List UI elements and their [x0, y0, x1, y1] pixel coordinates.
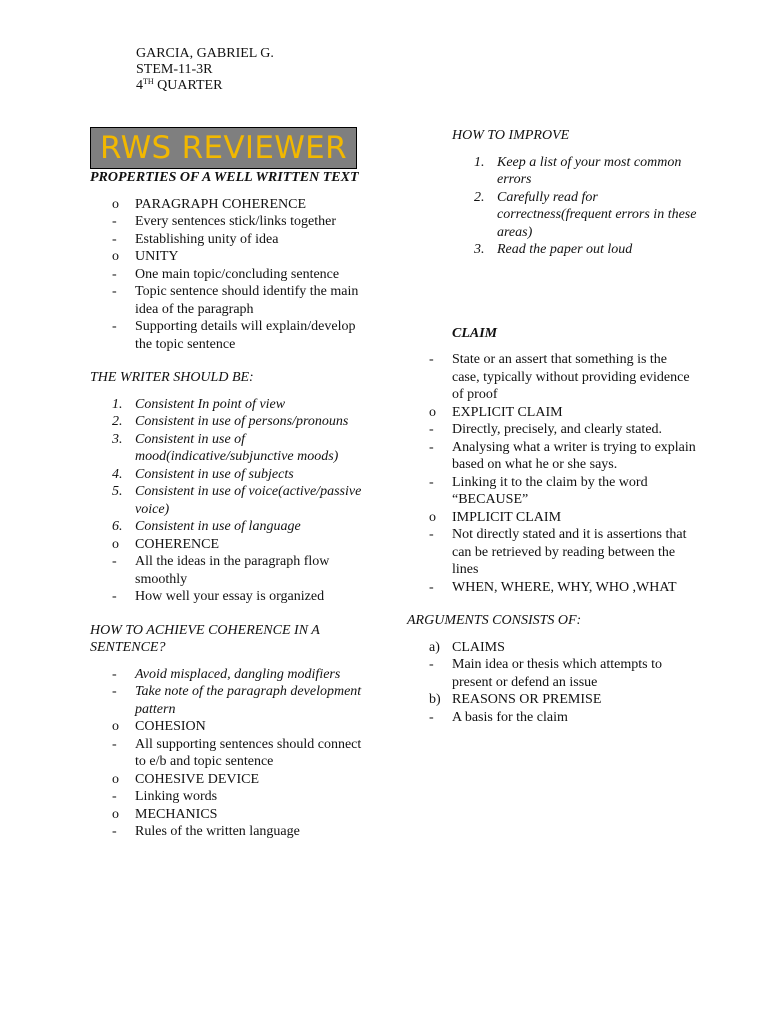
list-item-text: PARAGRAPH COHERENCE — [135, 196, 307, 212]
list-item — [407, 474, 697, 509]
list-marker: - — [429, 422, 434, 437]
list-item-text: Consistent in use of persons/pronouns — [135, 414, 349, 429]
list-item-text: Linking words — [135, 789, 218, 804]
list-item-text: EXPLICIT CLAIM — [452, 404, 563, 420]
list-item — [407, 509, 697, 527]
list-marker: a) — [429, 639, 440, 655]
list-marker: o — [112, 719, 119, 734]
coherence-list — [90, 536, 370, 606]
list-item — [90, 666, 370, 684]
list-item-text: Linking it to the claim by the word “BECAUSE” — [452, 474, 648, 507]
list-item — [407, 579, 697, 597]
list-item — [90, 736, 370, 771]
list-item — [90, 213, 370, 231]
document-title: RWS REVIEWER — [90, 127, 357, 169]
list-item — [90, 588, 370, 606]
list-marker: o — [112, 196, 119, 212]
student-section: STEM-11-3R — [136, 62, 213, 77]
list-marker: - — [112, 319, 117, 334]
list-item — [407, 526, 697, 579]
list-marker: - — [429, 439, 434, 455]
list-marker: b) — [429, 692, 441, 707]
list-item-text: Read the paper out loud — [497, 242, 633, 257]
right-column — [407, 127, 697, 726]
list-item-text: A basis for the claim — [452, 709, 568, 725]
left-column — [90, 127, 370, 841]
list-item-text: Analysing what a writer is trying to explain based on what he or she says. — [452, 439, 696, 472]
list-marker: - — [429, 709, 434, 725]
quarter-word: QUARTER — [157, 78, 223, 93]
list-item — [407, 351, 697, 404]
list-marker: 3. — [474, 242, 485, 257]
list-item — [407, 404, 697, 422]
list-item — [90, 431, 370, 466]
list-item — [90, 266, 370, 284]
list-item — [90, 283, 370, 318]
list-item-text: Establishing unity of idea — [135, 231, 279, 247]
list-marker: o — [112, 806, 119, 822]
list-item-text: How well your essay is organized — [135, 589, 325, 604]
list-marker: - — [429, 579, 434, 595]
list-marker: - — [112, 214, 117, 229]
list-item-text: One main topic/concluding sentence — [135, 266, 340, 282]
quarter-label — [136, 78, 274, 94]
list-marker: o — [112, 536, 119, 552]
list-item-text: COHESION — [135, 719, 206, 734]
list-item — [407, 189, 697, 242]
list-item — [407, 639, 697, 657]
list-item-text: Directly, precisely, and clearly stated. — [452, 422, 663, 437]
list-marker: - — [112, 284, 117, 299]
list-item-text: Every sentences stick/links together — [135, 214, 336, 229]
list-item — [90, 413, 370, 431]
list-marker: o — [429, 509, 436, 525]
list-item — [90, 248, 370, 266]
list-marker: 3. — [112, 431, 123, 447]
list-item-text: Not directly stated and it is assertions that can be retrieved by reading between the lines — [452, 527, 687, 577]
list-item-text: Supporting details will explain/develop the topic sentence — [135, 319, 356, 352]
list-marker: - — [112, 789, 117, 804]
list-item — [90, 231, 370, 249]
list-item — [90, 536, 370, 554]
cohesion-list — [90, 718, 370, 841]
quarter-number: 4 — [136, 78, 143, 93]
list-marker: 1. — [112, 396, 123, 412]
claim-list — [407, 351, 697, 596]
list-item — [90, 553, 370, 588]
list-item — [90, 806, 370, 824]
list-marker: - — [429, 657, 434, 672]
document-header — [136, 46, 274, 94]
list-item-text: CLAIMS — [452, 639, 505, 655]
list-item — [90, 788, 370, 806]
list-item-text: Topic sentence should identify the main idea of the paragraph — [135, 284, 359, 317]
list-item-text: All supporting sentences should connect to e/b and topic sentence — [135, 736, 362, 769]
list-marker: - — [112, 266, 117, 282]
list-marker: - — [112, 736, 117, 752]
list-item-text: Consistent in use of voice(active/passive voice) — [135, 484, 362, 517]
list-item — [90, 823, 370, 841]
list-marker: - — [429, 474, 434, 490]
list-item — [90, 771, 370, 789]
list-item-text: REASONS OR PREMISE — [452, 692, 602, 707]
list-marker: 2. — [112, 414, 123, 429]
properties-list — [90, 196, 370, 354]
claim-heading: CLAIM — [452, 325, 498, 341]
student-name: GARCIA, GABRIEL G. — [136, 46, 274, 61]
list-marker: - — [112, 684, 117, 699]
list-item-text: Main idea or thesis which attempts to present or defend an issue — [452, 657, 662, 690]
list-item-text: Rules of the written language — [135, 824, 300, 839]
quarter-superscript: TH — [143, 77, 154, 86]
achieve-list — [90, 666, 370, 719]
list-item-text: State or an assert that something is the case, typically without providing evidence of proof — [452, 352, 690, 402]
arguments-heading: ARGUMENTS CONSISTS OF: — [407, 613, 582, 628]
list-item — [407, 421, 697, 439]
list-item-text: UNITY — [135, 249, 179, 264]
list-item-text: MECHANICS — [135, 806, 218, 822]
list-marker: - — [112, 666, 117, 682]
list-item-text: COHESIVE DEVICE — [135, 771, 260, 787]
improve-heading: HOW TO IMPROVE — [452, 128, 570, 143]
list-item — [90, 683, 370, 718]
list-item — [407, 709, 697, 727]
list-item — [407, 691, 697, 709]
list-item-text: All the ideas in the paragraph flow smoothly — [135, 554, 330, 587]
list-marker: - — [112, 231, 117, 247]
list-item — [90, 718, 370, 736]
list-marker: - — [112, 589, 117, 604]
list-marker: - — [429, 527, 434, 542]
list-item-text: COHERENCE — [135, 536, 219, 552]
list-marker: - — [112, 824, 117, 839]
list-item — [407, 439, 697, 474]
list-item-text: Carefully read for correctness(frequent errors in these areas) — [497, 189, 697, 240]
improve-list — [407, 154, 697, 259]
list-item-text: Take note of the paragraph development pattern — [135, 684, 362, 717]
properties-heading: PROPERTIES OF A WELL WRITTEN TEXT — [90, 170, 359, 185]
list-item-text: IMPLICIT CLAIM — [452, 509, 562, 525]
list-marker: 6. — [112, 519, 123, 534]
list-item-text: Avoid misplaced, dangling modifiers — [135, 666, 341, 682]
list-marker: - — [112, 554, 117, 569]
list-marker: o — [112, 249, 119, 264]
arguments-list — [407, 639, 697, 727]
list-marker: 1. — [474, 154, 485, 170]
list-marker: 4. — [112, 466, 123, 482]
list-marker: o — [429, 404, 436, 420]
writer-heading: THE WRITER SHOULD BE: — [90, 370, 254, 385]
list-item — [90, 466, 370, 484]
list-item-text: WHEN, WHERE, WHY, WHO ,WHAT — [452, 579, 677, 595]
list-item-text: Keep a list of your most common errors — [497, 154, 682, 187]
list-item — [90, 196, 370, 214]
list-item-text: Consistent in use of subjects — [135, 466, 294, 482]
list-item-text: Consistent in use of language — [135, 519, 301, 534]
list-marker: o — [112, 771, 119, 787]
list-item — [90, 483, 370, 518]
list-item — [90, 518, 370, 536]
list-item — [90, 318, 370, 353]
list-marker: 5. — [112, 484, 123, 499]
list-item-text: Consistent In point of view — [135, 396, 286, 412]
achieve-heading: HOW TO ACHIEVE COHERENCE IN A SENTENCE? — [90, 622, 320, 655]
list-marker: 2. — [474, 189, 485, 205]
list-item — [407, 241, 697, 259]
list-marker: - — [429, 352, 434, 367]
writer-list — [90, 396, 370, 536]
list-item-text: Consistent in use of mood(indicative/subjunctive moods) — [135, 431, 339, 464]
list-item — [90, 396, 370, 414]
list-item — [407, 656, 697, 691]
list-item — [407, 154, 697, 189]
